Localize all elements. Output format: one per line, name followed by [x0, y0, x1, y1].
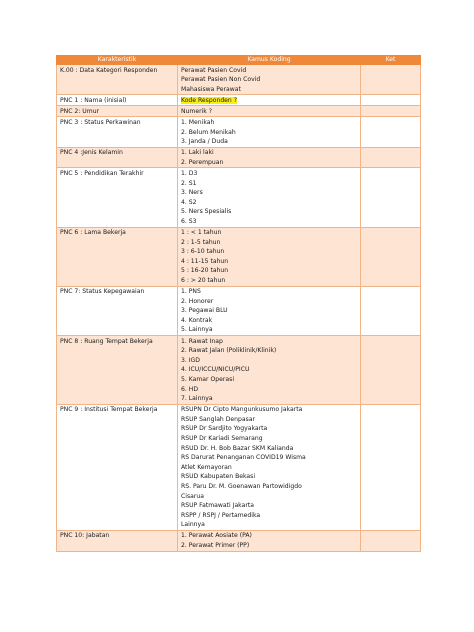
- code-line: Perawat Pasien Covid: [181, 66, 247, 74]
- karakteristik-cell: PNC 8 : Ruang Tempat Bekerja: [57, 336, 178, 405]
- code-line: RSUP Dr Sardjito Yogyakarta: [181, 425, 268, 433]
- karakteristik-cell: PNC 2: Umur: [57, 106, 178, 117]
- code-line: 3. IGD: [181, 356, 200, 364]
- code-line: RSUP Dr Kariadi Semarang: [181, 434, 263, 442]
- ket-cell: [361, 168, 421, 227]
- ket-cell: [361, 147, 421, 168]
- code-line: Atlet Kemayoran: [181, 463, 232, 471]
- kamus-koding-cell: [178, 147, 361, 168]
- code-line: 1. Perawat Aosiate (PA): [181, 532, 252, 540]
- karakteristik-cell: PNC 6 : Lama Bekerja: [57, 227, 178, 286]
- table-row: [57, 106, 421, 117]
- code-line: 2. Rawat Jalan (Poliklinik/Klinik): [181, 347, 277, 355]
- code-line: RSUD Dr. H. Bob Bazar SKM Kalianda: [181, 444, 294, 452]
- table-row: [57, 336, 421, 405]
- code-line: 5 : 16-20 tahun: [181, 267, 229, 275]
- code-line: Perawat Pasien Non Covid: [181, 76, 261, 84]
- header-row: [57, 56, 421, 65]
- karakteristik-cell: PNC 7: Status Kepegawaian: [57, 286, 178, 335]
- karakteristik-cell: PNC 10: Jabatan: [57, 530, 178, 551]
- code-line: 1 : < 1 tahun: [181, 229, 222, 236]
- ket-cell: [361, 95, 421, 106]
- code-line: 3 : 6-10 tahun: [181, 248, 225, 256]
- code-line: 1. Menikah: [181, 118, 215, 126]
- karakteristik-cell: K.00 : Data Kategori Responden: [57, 65, 178, 95]
- ket-cell: [361, 227, 421, 286]
- code-line: 2 : 1-5 tahun: [181, 238, 221, 246]
- code-line: 3. Ners: [181, 189, 203, 197]
- table-row: [57, 147, 421, 168]
- code-line: 1. Rawat Inap: [181, 337, 223, 345]
- code-line: Numerik ?: [181, 107, 213, 115]
- kamus-koding-cell: [178, 65, 361, 95]
- kamus-koding-cell: [178, 404, 361, 530]
- code-line: 2. Honorer: [181, 297, 214, 305]
- ket-cell: [361, 336, 421, 405]
- table-row: [57, 404, 421, 530]
- kamus-koding-cell: [178, 95, 361, 106]
- code-line: 7. Lainnya: [181, 395, 213, 403]
- table-row: [57, 530, 421, 551]
- kamus-koding-cell: [178, 106, 361, 117]
- table-row: [57, 227, 421, 286]
- karakteristik-cell: PNC 3 : Status Perkawinan: [57, 117, 178, 147]
- code-line: Lainnya: [181, 521, 205, 529]
- table-row: [57, 168, 421, 227]
- code-line: 4 : 11-15 tahun: [181, 257, 229, 265]
- code-line: 5. Lainnya: [181, 326, 213, 334]
- code-line: RSUP Fatmawati Jakarta: [181, 502, 254, 510]
- code-line: 3. Janda / Duda: [181, 138, 228, 146]
- code-line: RSUD Kabupaten Bekasi: [181, 473, 256, 481]
- kamus-koding-cell: [178, 117, 361, 147]
- code-line: 3. Pegawai BLU: [181, 307, 228, 315]
- karakteristik-cell: PNC 5 : Pendidikan Terakhir: [57, 168, 178, 227]
- kamus-koding-cell: [178, 168, 361, 227]
- kamus-koding-cell: [178, 286, 361, 335]
- ket-cell: [361, 65, 421, 95]
- ket-cell: [361, 404, 421, 530]
- code-line: 6 : > 20 tahun: [181, 276, 226, 284]
- ket-cell: [361, 530, 421, 551]
- code-line: 2. Belum Menikah: [181, 128, 236, 136]
- code-line: 1. D3: [181, 169, 198, 177]
- table-body: [57, 65, 421, 552]
- kamus-koding-cell: [178, 227, 361, 286]
- table-row: [57, 95, 421, 106]
- kamus-koding-cell: [178, 530, 361, 551]
- highlighted-text: Kode Responden ?: [181, 96, 237, 104]
- code-line: 1. Laki laki: [181, 149, 214, 157]
- code-line: 2. Perempuan: [181, 158, 224, 166]
- code-line: Cisarua: [181, 492, 204, 500]
- coding-table: [56, 55, 421, 552]
- code-line: 5. Kamar Operasi: [181, 375, 235, 383]
- code-line: Mahasiswa Perawat: [181, 85, 241, 93]
- table-row: [57, 286, 421, 335]
- code-line: 5. Ners Spesialis: [181, 208, 232, 216]
- ket-cell: [361, 106, 421, 117]
- code-line: RSUPN Dr Cipto Mangunkusumo Jakarta: [181, 406, 303, 414]
- karakteristik-cell: PNC 1 : Nama (inisial): [57, 95, 178, 106]
- table-row: [57, 65, 421, 95]
- code-line: 6. HD: [181, 385, 199, 393]
- karakteristik-cell: PNC 9 : Institusi Tempat Bekerja: [57, 404, 178, 530]
- code-line: RS Darurat Penanganan COVID19 Wisma: [181, 454, 306, 462]
- ket-cell: [361, 117, 421, 147]
- header-karakteristik: Karakteristik: [57, 56, 178, 65]
- code-line: 1. PNS: [181, 288, 201, 296]
- code-line: 4. S2: [181, 198, 197, 206]
- code-line: RS. Paru Dr. M. Goenawan Partowidigdo: [181, 482, 302, 490]
- karakteristik-cell: PNC 4 :Jenis Kelamin: [57, 147, 178, 168]
- code-line: RSUP Sanglah Denpasar: [181, 415, 256, 423]
- code-line: 4. Kontrak: [181, 316, 213, 324]
- code-line: 2. S1: [181, 179, 197, 187]
- ket-cell: [361, 286, 421, 335]
- header-ket: Ket: [361, 56, 421, 65]
- code-line: 6. S3: [181, 217, 197, 225]
- code-line: 2. Perawat Primer (PP): [181, 542, 250, 549]
- code-line: RSPP / RSPJ / Pertamedika: [181, 511, 261, 519]
- code-line: 4. ICU/ICCU/NICU/PICU: [181, 366, 250, 374]
- table-row: [57, 117, 421, 147]
- code-line: [181, 96, 357, 106]
- kamus-koding-cell: [178, 336, 361, 405]
- header-kamus-koding: Kamus Koding: [178, 56, 361, 65]
